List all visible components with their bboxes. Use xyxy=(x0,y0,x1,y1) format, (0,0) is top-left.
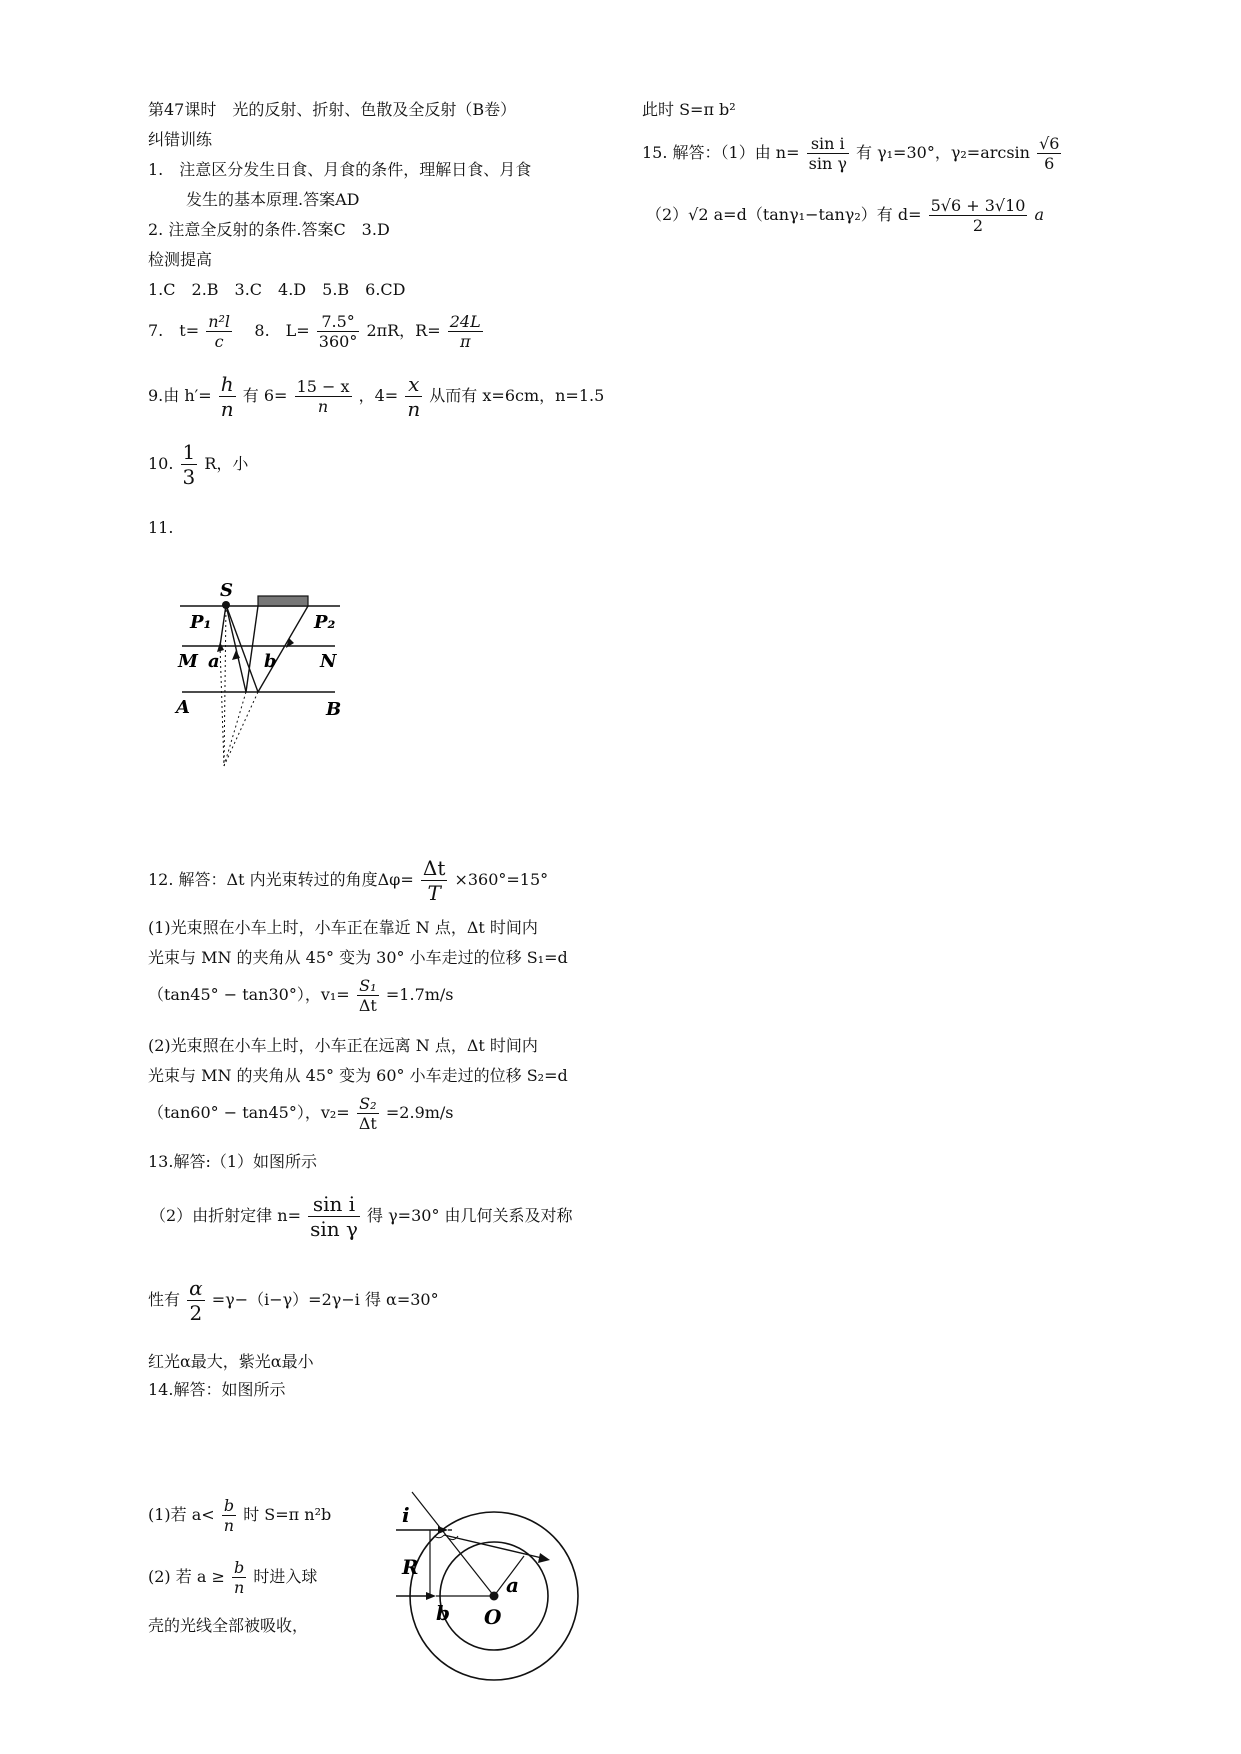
fig14-label-i: i xyxy=(402,1503,410,1527)
answer-12-line-4: (2)光束照在小车上时，小车正在远离 N 点，Δt 时间内 xyxy=(148,1036,538,1055)
fraction-8a: $\frac{7.5^\circ}{360^\circ}$ xyxy=(318,312,358,352)
fig14-label-b: b xyxy=(436,1601,450,1625)
answer-11-label: 11. xyxy=(148,518,174,537)
answer-12-line-5: 光束与 MN 的夹角从 45° 变为 60° 小车走过的位移 S₂=d xyxy=(148,1066,568,1085)
answer-12-intro: 12. 解答：Δt 内光束转过的角度Δφ= $\frac{\Delta t}{T}$ ×360°=15° xyxy=(148,856,549,905)
answer-12-line-2: 光束与 MN 的夹角从 45° 变为 30° 小车走过的位移 S₁=d xyxy=(148,948,568,967)
fraction-8b: $\frac{24L}{\pi}$ xyxy=(449,312,481,352)
item-2: 2. 注意全反射的条件.答案C 3.D xyxy=(148,220,390,239)
answer-13-line-2: 性有 $\frac{\alpha}{2}$ =γ−（i−γ）=2γ−i 得 α=30° xyxy=(148,1276,439,1325)
fig14-label-a: a xyxy=(506,1573,519,1597)
page-title: 第47课时 光的反射、折射、色散及全反射（B卷） xyxy=(148,100,517,119)
fig11-label-P2: P₂ xyxy=(314,612,336,633)
fig11-label-A: A xyxy=(176,697,190,718)
item-1-line-1: 1. 注意区分发生日食、月食的条件，理解日食、月食 xyxy=(148,160,532,179)
answer-13-intro: 13.解答:（1）如图所示 xyxy=(148,1152,318,1171)
fig11-label-S: S xyxy=(220,580,233,601)
answers-1-6: 1.C 2.B 3.C 4.D 5.B 6.CD xyxy=(148,280,406,299)
fig14-label-R: R xyxy=(402,1555,419,1579)
answer-15-part-2: （2）√2 a=d（tanγ₁−tanγ₂）有 d= $\frac{5√6 + 3√10}{2}$ a xyxy=(646,196,1045,236)
figure-11-diagram xyxy=(170,578,360,778)
section-heading-error-training: 纠错训练 xyxy=(148,130,213,149)
item-1-line-2: 发生的基本原理.答案AD xyxy=(186,190,360,209)
answer-12-line-3: （tan45° − tan30°），v₁= $\frac{\text{S₁}}{\Delta t}$ =1.7m/s xyxy=(148,976,454,1016)
answer-12-line-6: （tan60° − tan45°），v₂= $\frac{\text{S₂}}{\Delta t}$ =2.9m/s xyxy=(148,1094,454,1134)
fig14-label-O: O xyxy=(484,1605,502,1629)
answer-7-8: 7. t= $\frac{\text{n²l}}{c}$ 8. L= $\frac{7.5^\circ}{360^\circ}$ 2πR，R= $\frac{24L}{\pi}$ xyxy=(148,312,481,352)
fig11-label-M: M xyxy=(178,651,198,672)
fraction-7: $\frac{\text{n²l}}{c}$ xyxy=(208,312,231,352)
answer-13-conclusion: 红光α最大，紫光α最小 xyxy=(148,1352,314,1371)
answer-9: 9.由 h′= $\frac{h}{n}$ 有 6= $\frac{15 - x}{n}$ ，4= $\frac{x}{n}$ 从而有 x=6cm，n=1.5 xyxy=(148,372,605,421)
answer-15-part-1: 15. 解答：（1）由 n= $\frac{\text{sin i}}{\text{sin γ}}$ 有 γ₁=30°，γ₂=arcsin $\frac{√6}{6}$ xyxy=(642,134,1060,174)
fig11-label-B: B xyxy=(326,699,342,720)
answer-14-intro: 14.解答：如图所示 xyxy=(148,1380,286,1399)
answer-12-line-1: (1)光束照在小车上时，小车正在靠近 N 点，Δt 时间内 xyxy=(148,918,538,937)
answer-10: 10. $\frac{1}{3}$ R，小 xyxy=(148,440,249,489)
answer-14-result: 此时 S=π b² xyxy=(642,100,736,119)
fig11-label-P1: P₁ xyxy=(190,612,212,633)
answer-14-case-2: (2) 若 a ≥ $\frac{b}{n}$ 时进入球 xyxy=(148,1558,318,1598)
answer-13-line-1: （2）由折射定律 n= $\frac{\text{sin i}}{\text{sin γ}}$ 得 γ=30° 由几何关系及对称 xyxy=(150,1192,573,1241)
fig11-label-a: a xyxy=(208,651,220,672)
section-heading-test: 检测提高 xyxy=(148,250,213,269)
answer-14-case-1: (1)若 a< $\frac{b}{n}$ 时 S=π n²b xyxy=(148,1496,332,1536)
fig11-label-N: N xyxy=(320,651,337,672)
answer-14-case-2-cont: 壳的光线全部被吸收， xyxy=(148,1616,309,1635)
fig11-label-b: b xyxy=(264,651,277,672)
figure-14-diagram xyxy=(392,1478,582,1684)
